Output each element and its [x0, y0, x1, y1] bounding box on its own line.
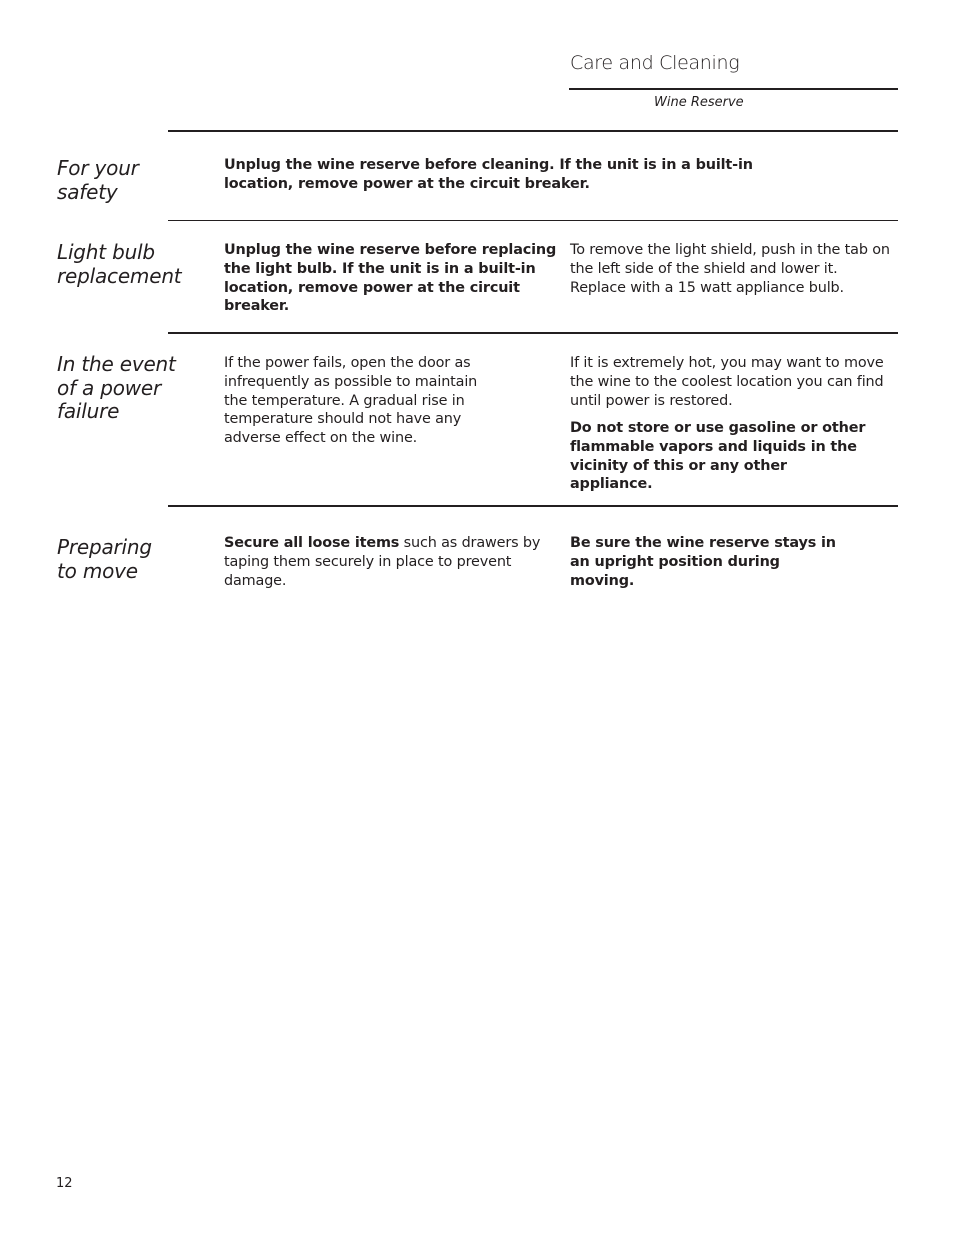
page-title: Care and Cleaning [570, 52, 740, 74]
upright-position-paragraph: Be sure the wine reserve stays in an upright position during moving. [570, 535, 836, 589]
safety-paragraph: Unplug the wine reserve before cleaning. If the unit is in a built-in location, remove power at the circuit breaker. [224, 157, 753, 192]
light-bulb-warning-paragraph: Unplug the wine reserve before replacing the light bulb. If the unit is in a built-in location, remove power at the circuit breaker. [224, 242, 557, 315]
section-divider [168, 332, 898, 334]
section-divider [168, 505, 898, 507]
section-label-light-bulb: Light bulb replacement [57, 240, 182, 288]
section-label-power-failure: In the event of a power failure [57, 352, 176, 423]
header-divider [569, 88, 898, 90]
page-subtitle: Wine Reserve [654, 95, 744, 110]
page-number: 12 [56, 1176, 73, 1191]
hot-weather-paragraph: If it is extremely hot, you may want to move the wine to the coolest location you can find until power is restored. [570, 355, 884, 409]
section-label-preparing-to-move: Preparing to move [57, 535, 152, 583]
secure-items-text: such as drawers by taping them securely in place to prevent damage. [224, 535, 541, 589]
secure-items-paragraph [224, 534, 544, 590]
flammable-warning-paragraph: Do not store or use gasoline or other flammable vapors and liquids in the vicinity of this or any other appliance. [570, 420, 866, 493]
section-divider [168, 220, 898, 221]
section-divider [168, 130, 898, 132]
section-label-safety: For your safety [57, 156, 139, 204]
secure-items-emphasis: Secure all loose items [224, 535, 400, 551]
power-failure-paragraph: If the power fails, open the door as infrequently as possible to maintain the temperature. A gradual rise in temperature should not have any adverse effect on the wine. [224, 355, 478, 447]
light-bulb-instructions-paragraph: To remove the light shield, push in the tab on the left side of the shield and lower it. Replace with a 15 watt appliance bulb. [570, 242, 890, 296]
